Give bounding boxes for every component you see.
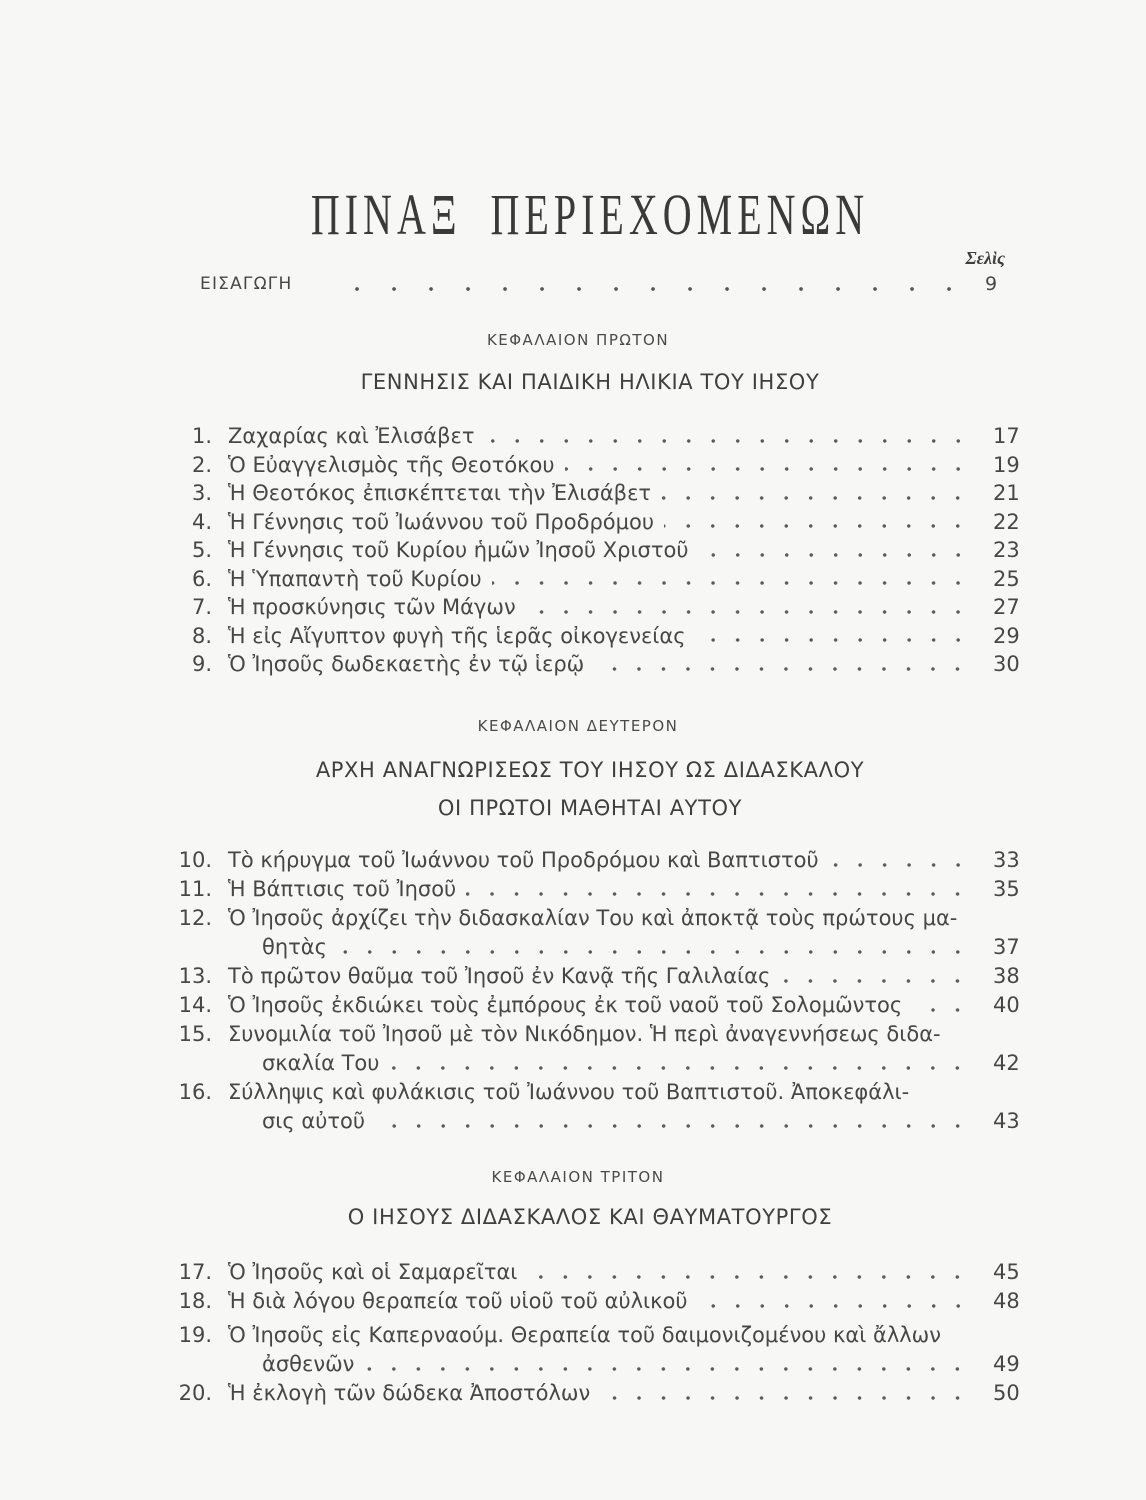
entry-number: 5. — [191, 538, 212, 562]
toc-entry — [170, 508, 1030, 537]
dot-leader — [594, 650, 970, 679]
entry-number: 20. — [178, 1381, 212, 1405]
entry-number: 4. — [191, 509, 212, 534]
entry-number: 3. — [191, 481, 212, 505]
toc-entry — [170, 422, 1030, 451]
entry-number: 2. — [191, 452, 212, 477]
entry-title: Ὁ Ἰησοῦς ἀρχίζει τὴν διδασκαλίαν Του καὶ ἀποκτᾷ τοὺς πρώτους μα- — [228, 906, 958, 930]
entry-title: Ἡ Θεοτόκος ἐπισκέπτεται τὴν Ἐλισάβετ — [228, 481, 652, 505]
entry-number: 16. — [178, 1080, 212, 1104]
entry-title-continuation: ἀσθενῶν — [262, 1352, 355, 1376]
entry-page-number: 30 — [993, 652, 1020, 676]
entry-page-number: 29 — [993, 623, 1020, 648]
entry-number: 9. — [191, 652, 212, 676]
entry-number: 6. — [191, 566, 212, 591]
toc-entry-continuation — [170, 1350, 1030, 1379]
toc-entry — [170, 650, 1030, 679]
dot-leader — [375, 1107, 970, 1136]
entry-title: Ἡ διὰ λόγου θεραπεία τοῦ υἱοῦ τοῦ αὐλικοῦ — [228, 1289, 688, 1313]
entry-page-number: 17 — [993, 424, 1020, 448]
entry-page-number: 50 — [993, 1381, 1020, 1405]
toc-entry — [170, 1020, 1030, 1049]
entry-page-number: 45 — [993, 1260, 1020, 1284]
dot-leader — [389, 1049, 970, 1078]
toc-entry — [170, 1287, 1030, 1316]
toc-entry — [170, 565, 1030, 594]
entry-page-number: 19 — [993, 452, 1020, 477]
entry-page-number: 40 — [993, 993, 1020, 1017]
toc-list — [170, 422, 1030, 679]
chapter-heading: ΑΡΧΗ ΑΝΑΓΝΩΡΙΣΕΩΣ ΤΟΥ ΙΗΣΟΥ ΩΣ ΔΙΔΑΣΚΑΛΟΥ — [315, 758, 865, 782]
entry-number: 19. — [178, 1323, 212, 1347]
chapter-heading: Ο ΙΗΣΟΥΣ ΔΙΔΑΣΚΑΛΟΣ ΚΑΙ ΘΑΥΜΑΤΟΥΡΓΟΣ — [347, 1205, 833, 1229]
entry-number: 7. — [191, 595, 212, 619]
dot-leader — [565, 451, 970, 480]
entry-page-number: 37 — [993, 935, 1020, 959]
dot-leader — [661, 479, 970, 508]
toc-entry — [170, 875, 1030, 904]
toc-entry — [170, 1078, 1030, 1107]
entry-number: 1. — [191, 424, 212, 448]
entry-title: Ἡ Γέννησις τοῦ Ἰωάννου τοῦ Προδρόμου — [228, 509, 654, 534]
toc-list — [170, 1258, 1030, 1408]
dot-leader — [698, 1287, 970, 1316]
entry-number: 11. — [178, 877, 212, 901]
chapter-heading: ΓΕΝΝΗΣΙΣ ΚΑΙ ΠΑΙΔΙΚΗ ΗΛΙΚΙΑ ΤΟΥ ΙΗΣΟΥ — [360, 370, 820, 394]
chapter-label: ΚΕΦΑΛΑΙΟΝ ΔΕΥΤΕΡΟΝ — [477, 717, 679, 735]
page-title — [40, 181, 1140, 247]
entry-page-number: 48 — [993, 1289, 1020, 1313]
entry-title: Τὸ πρῶτον θαῦμα τοῦ Ἰησοῦ ἐν Κανᾷ τῆς Γαλιλαίας — [228, 964, 771, 988]
entry-number: 8. — [191, 623, 212, 648]
toc-entry — [170, 479, 1030, 508]
entry-page-number: 38 — [993, 964, 1020, 988]
entry-page-number: 21 — [993, 481, 1020, 505]
toc-entry — [170, 1258, 1030, 1287]
entry-page-number: 49 — [993, 1352, 1020, 1376]
dot-leader — [696, 622, 970, 651]
dot-leader — [492, 565, 970, 594]
entry-number: 13. — [178, 964, 212, 988]
dot-leader — [600, 1379, 970, 1408]
toc-entry — [170, 1321, 1030, 1350]
toc-entry — [170, 846, 1030, 875]
entry-number: 12. — [178, 906, 212, 930]
entry-title: Σύλληψις καὶ φυλάκισις τοῦ Ἰωάννου τοῦ Βαπτιστοῦ. Ἀποκεφάλι- — [228, 1080, 910, 1104]
dot-leader — [527, 1258, 970, 1287]
entry-title: Ἡ Γέννησις τοῦ Κυρίου ἡμῶν Ἰησοῦ Χριστοῦ — [228, 538, 689, 562]
entry-page-number: 9 — [985, 273, 999, 295]
toc-entry — [170, 904, 1030, 933]
entry-title: Ὁ Ἰησοῦς καὶ οἱ Σαμαρεῖται — [228, 1260, 518, 1284]
dot-leader — [664, 508, 970, 537]
dot-leader — [466, 875, 970, 904]
dot-leader — [364, 1350, 970, 1379]
toc-entry — [170, 536, 1030, 565]
dot-leader — [780, 962, 970, 991]
entry-page-number: 35 — [993, 877, 1020, 901]
page-title-text: ΠΙΝΑΞ ΠΕΡΙΕΧΟΜΕΝΩΝ — [310, 181, 870, 247]
toc-entry-continuation — [170, 1049, 1030, 1078]
chapter-subheading: ΟΙ ΠΡΩΤΟΙ ΜΑΘΗΤΑΙ ΑΥΤΟΥ — [437, 796, 743, 820]
dot-leader — [699, 536, 970, 565]
toc-list — [170, 846, 1030, 1136]
entry-title: Ἡ Ὑπαπαντὴ τοῦ Κυρίου — [228, 566, 482, 591]
entry-title: Ζαχαρίας καὶ Ἐλισάβετ — [228, 424, 475, 448]
entry-page-number: 42 — [993, 1051, 1020, 1075]
entry-title: Συνομιλία τοῦ Ἰησοῦ μὲ τὸν Νικόδημον. Ἡ περὶ ἀναγεννήσεως διδα- — [228, 1022, 941, 1046]
chapter-label: ΚΕΦΑΛΑΙΟΝ ΠΡΩΤΟΝ — [486, 331, 670, 349]
entry-number: 18. — [178, 1289, 212, 1313]
dot-leader — [829, 846, 970, 875]
entry-title: Ἡ προσκύνησις τῶν Μάγων — [228, 595, 516, 619]
page-column-label: Σελὶς — [965, 248, 1005, 268]
toc-entry — [170, 1379, 1030, 1408]
entry-number: 10. — [178, 848, 212, 872]
entry-page-number: 33 — [993, 848, 1020, 872]
toc-entry-continuation — [170, 1107, 1030, 1136]
dot-leader — [332, 270, 968, 298]
entry-page-number: 25 — [993, 566, 1020, 591]
toc-entry — [170, 991, 1030, 1020]
entry-title: Τὸ κήρυγμα τοῦ Ἰωάννου τοῦ Προδρόμου καὶ Βαπτιστοῦ — [228, 848, 819, 872]
entry-title-continuation: σις αὐτοῦ — [262, 1109, 366, 1133]
toc-entry-intro — [200, 270, 1010, 298]
toc-entry — [170, 451, 1030, 480]
toc-entry — [170, 962, 1030, 991]
toc-entry — [170, 622, 1030, 651]
toc-entry — [170, 593, 1030, 622]
entry-title-continuation: θητὰς — [262, 935, 327, 959]
entry-number: 15. — [178, 1022, 212, 1046]
entry-title: Ἡ Βάπτισις τοῦ Ἰησοῦ — [228, 877, 457, 901]
dot-leader — [912, 991, 970, 1020]
entry-title-continuation: σκαλία Του — [262, 1051, 380, 1075]
entry-title: Ὁ Ἰησοῦς ἐκδιώκει τοὺς ἐμπόρους ἐκ τοῦ ναοῦ τοῦ Σολομῶντος — [228, 993, 903, 1017]
entry-title: Ὁ Εὐαγγελισμὸς τῆς Θεοτόκου — [228, 452, 555, 477]
dot-leader — [526, 593, 970, 622]
toc-entry-continuation — [170, 933, 1030, 962]
dot-leader — [485, 422, 971, 451]
entry-page-number: 22 — [993, 509, 1020, 534]
dot-leader — [337, 933, 970, 962]
entry-page-number: 23 — [993, 538, 1020, 562]
intro-label: ΕΙΣΑΓΩΓΗ — [200, 274, 293, 294]
entry-title: Ἡ εἰς Αἴγυπτον φυγὴ τῆς ἱερᾶς οἰκογενείας — [228, 623, 686, 648]
chapter-label: ΚΕΦΑΛΑΙΟΝ ΤΡΙΤΟΝ — [491, 1168, 665, 1186]
entry-title: Ὁ Ἰησοῦς δωδεκαετὴς ἐν τῷ ἱερῷ — [228, 652, 585, 676]
entry-page-number: 43 — [993, 1109, 1020, 1133]
entry-number: 14. — [178, 993, 212, 1017]
entry-title: Ἡ ἐκλογὴ τῶν δώδεκα Ἀποστόλων — [228, 1381, 591, 1405]
entry-title: Ὁ Ἰησοῦς εἰς Καπερναούμ. Θεραπεία τοῦ δαιμονιζομένου καὶ ἄλλων — [228, 1323, 941, 1347]
entry-page-number: 27 — [993, 595, 1020, 619]
entry-number: 17. — [178, 1260, 212, 1284]
